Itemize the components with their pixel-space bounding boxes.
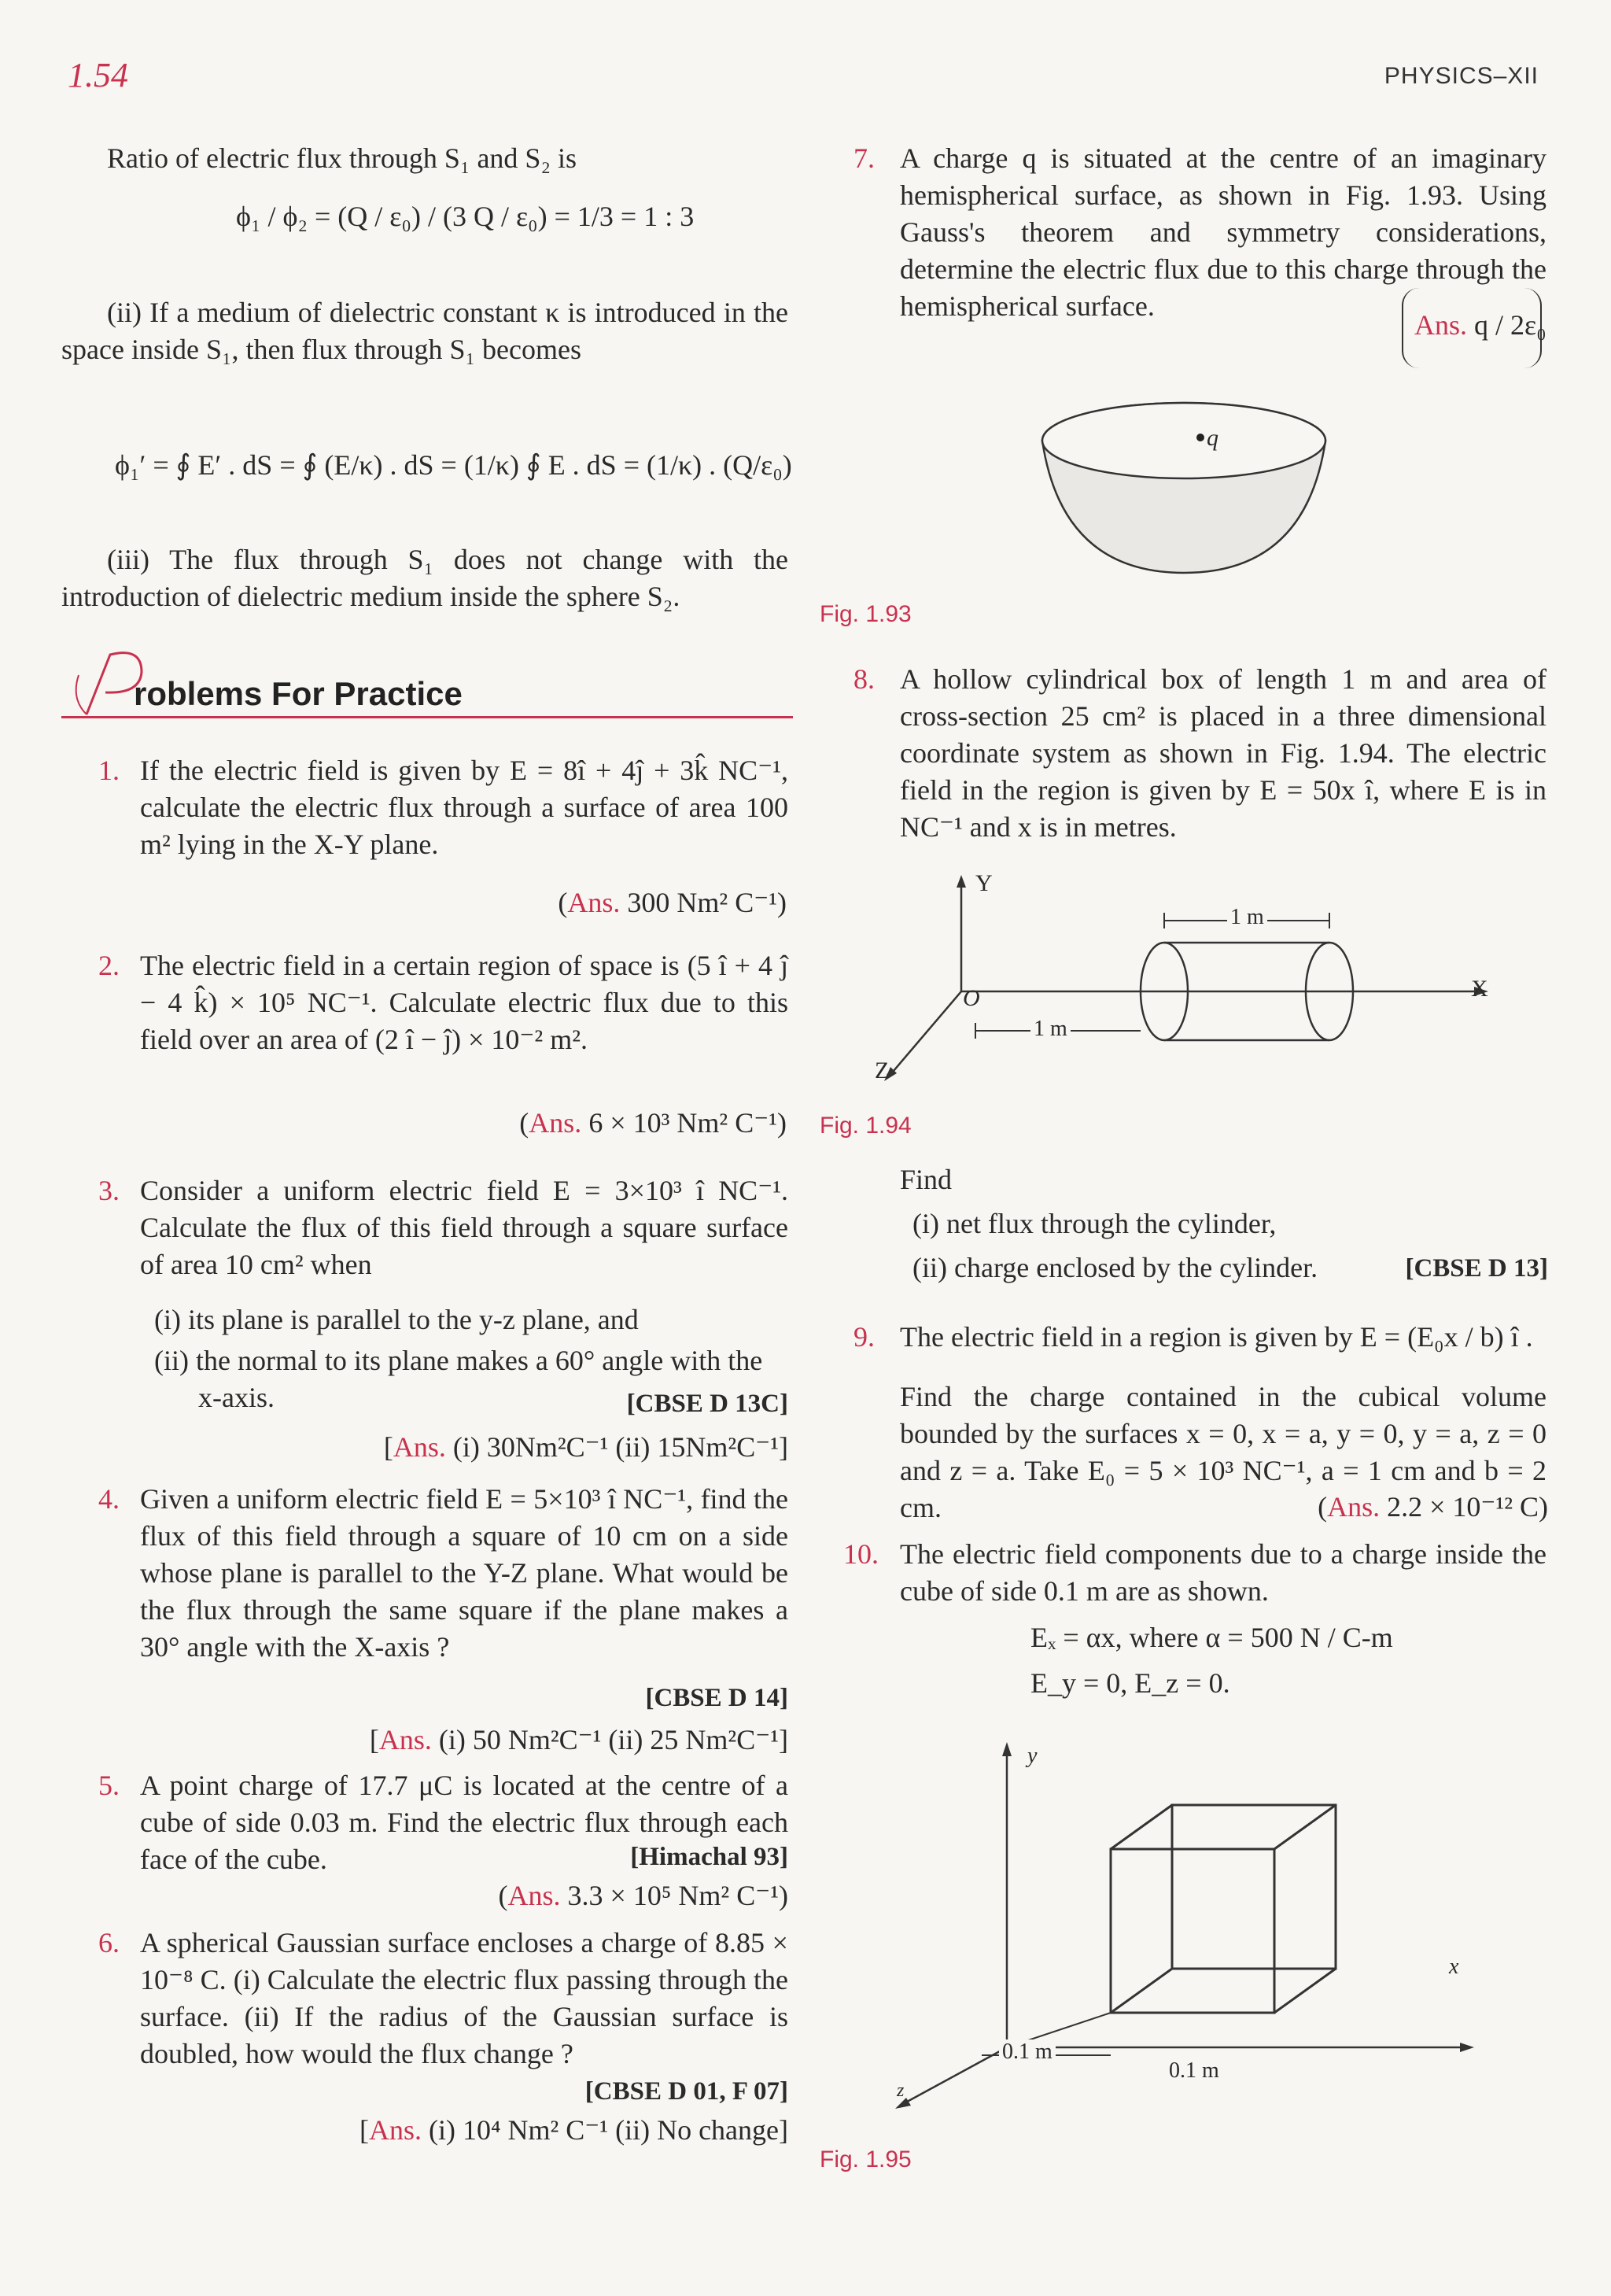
problem-1-answer: (Ans. 300 Nm² C⁻¹) <box>558 887 787 918</box>
flux-equation: ϕ₁′ = ∮ E′ . dS = ∮ (E/κ) . dS = (1/κ) ∮ E . dS = (1/κ) . (Q/ε₀) <box>115 449 792 481</box>
problem-5-number: 5. <box>98 1770 120 1801</box>
problem-10-number: 10. <box>843 1538 879 1570</box>
problem-9-answer: (Ans. 2.2 × 10⁻¹² C) <box>1318 1491 1548 1523</box>
cube-axis-z-label: z <box>897 2080 905 2101</box>
problem-9-number: 9. <box>853 1321 875 1353</box>
running-head: PHYSICS–XII <box>1384 63 1539 89</box>
figure-1-94-label: Fig. 1.94 <box>820 1113 912 1139</box>
section-rule <box>61 716 793 718</box>
charge-dot <box>1196 434 1204 441</box>
problem-1-number: 1. <box>98 755 120 786</box>
problem-4-text: Given a uniform electric field E = 5×10³ î NC⁻¹, find the flux of this field through a square of 10 cm on a side whose plane is parallel to the Y-Z plane. What would be the flux through the same square if the plane makes a 30° angle with the X-axis ? <box>140 1483 788 1663</box>
cyl-axis-y-label: Y <box>975 870 993 896</box>
problem-8-text: A hollow cylindrical box of length 1 m and area of cross-section 25 cm² is placed in a three dimensional coordinate system as shown in Fig. 1.94. The electric field in the region is given by E = 50x î, where E is in NC⁻¹ and x is in metres. <box>900 663 1546 843</box>
problem-2-answer: (Ans. 6 × 10³ Nm² C⁻¹) <box>519 1107 787 1139</box>
section-title: roblems For Practice <box>134 675 463 712</box>
cyl-length-label: 1 m <box>1227 905 1267 930</box>
part-ii-text: (ii) If a medium of dielectric constant κ is introduced in the space inside S₁, then flux through S₁ becomes <box>61 297 788 365</box>
figure-1-95-label: Fig. 1.95 <box>820 2147 912 2172</box>
problem-3-text: Consider a uniform electric field E = 3×10³ î NC⁻¹. Calculate the flux of this field through a square surface of area 10 cm² when <box>140 1175 788 1280</box>
problem-2-text: The electric field in a certain region of space is (5 î + 4 ĵ − 4 k̂) × 10⁵ NC⁻¹. Calculate electric flux due to this field over an area of (2 î − ĵ) × 10⁻² m². <box>140 950 788 1055</box>
problem-8-find: Find <box>900 1164 953 1195</box>
problem-7-number: 7. <box>853 142 875 174</box>
problem-7-answer-box: Ans. q / 2ε₀ <box>1402 288 1542 368</box>
problem-2-number: 2. <box>98 950 120 981</box>
problem-3-sub-i: (i) its plane is parallel to the y-z plane, and <box>154 1304 639 1335</box>
problem-6-text: A spherical Gaussian surface encloses a charge of 8.85 × 10⁻⁸ C. (i) Calculate the electric flux passing through the surface. (ii) If the radius of the Gaussian surface is doubled, how would the flux change ? <box>140 1927 788 2069</box>
problem-1-text: If the electric field is given by E = 8î + 4ĵ + 3k̂ NC⁻¹, calculate the electric flux through a surface of area 100 m² lying in the X-Y plane. <box>140 755 788 860</box>
cyl-axis-x-label: X <box>1471 976 1488 1002</box>
problem-5-reference: [Himachal 93] <box>630 1843 788 1871</box>
problem-3-answer: [Ans. (i) 30Nm²C⁻¹ (ii) 15Nm²C⁻¹] <box>383 1431 788 1463</box>
problem-3-sub-ii: (ii) the normal to its plane makes a 60° angle with the x-axis. <box>154 1345 763 1413</box>
problem-9-text-cont: Find the charge contained in the cubical volume bounded by the surfaces x = 0, x = a, y = 0, y = a, z = 0 and z = a. Take E₀ = 5 × 10³ NC⁻¹, a = 1 cm and b = 2 cm. <box>900 1381 1546 1523</box>
problem-4-reference: [CBSE D 14] <box>645 1684 788 1712</box>
problem-8-sub-ii: (ii) charge enclosed by the cylinder. <box>912 1252 1318 1283</box>
part-iii-text: (iii) The flux through S₁ does not change with the introduction of dielectric medium inside the sphere S₂. <box>61 544 788 612</box>
problem-5-answer: (Ans. 3.3 × 10⁵ Nm² C⁻¹) <box>498 1880 788 1911</box>
problem-10-eq-1: Eₓ = αx, where α = 500 N / C-m <box>1030 1622 1393 1653</box>
problem-8-reference: [CBSE D 13] <box>1405 1254 1548 1283</box>
cube-side-label-1: 0.1 m <box>999 2039 1056 2065</box>
page-number: 1.54 <box>68 56 128 94</box>
problem-4-number: 4. <box>98 1483 120 1515</box>
hemisphere-charge-label: q <box>1207 425 1218 451</box>
cube-axis-x-label: x <box>1449 1955 1459 1979</box>
problem-6-reference: [CBSE D 01, F 07] <box>584 2077 788 2106</box>
hemisphere-figure <box>1030 393 1337 582</box>
problem-9-text: The electric field in a region is given by E = (E₀x / b) î . <box>900 1321 1533 1353</box>
ratio-intro: Ratio of electric flux through S₁ and S₂ is <box>107 142 577 174</box>
problem-8-number: 8. <box>853 663 875 695</box>
problem-4-answer: [Ans. (i) 50 Nm²C⁻¹ (ii) 25 Nm²C⁻¹] <box>369 1724 788 1755</box>
problem-10-eq-2: E_y = 0, E_z = 0. <box>1030 1667 1230 1699</box>
cyl-offset-label: 1 m <box>1030 1017 1071 1042</box>
ratio-equation: ϕ₁ / ϕ₂ = (Q / ε₀) / (3 Q / ε₀) = 1/3 = 1 : 3 <box>236 201 695 232</box>
cube-axis-y-label: y <box>1027 1744 1038 1768</box>
cube-side-label-2: 0.1 m <box>1169 2058 1219 2083</box>
problem-7-text: A charge q is situated at the centre of an imaginary hemispherical surface, as shown in Fig. 1.93. Using Gauss's theorem and symmetry considerations, determine the electric flux due to this charge through the hemispherical surface. <box>900 142 1546 322</box>
problem-3-number: 3. <box>98 1175 120 1206</box>
problem-5-text: A point charge of 17.7 μC is located at the centre of a cube of side 0.03 m. Find the electric flux through each face of the cube. <box>140 1770 788 1875</box>
problem-3-reference: [CBSE D 13C] <box>626 1390 788 1418</box>
problem-8-sub-i: (i) net flux through the cylinder, <box>912 1208 1277 1239</box>
problem-6-answer: [Ans. (i) 10⁴ Nm² C⁻¹ (ii) No change] <box>359 2114 788 2146</box>
problem-10-text: The electric field components due to a charge inside the cube of side 0.1 m are as shown. <box>900 1538 1546 1607</box>
figure-1-93-label: Fig. 1.93 <box>820 601 912 627</box>
cyl-axis-z-label: Z <box>875 1058 890 1083</box>
problem-6-number: 6. <box>98 1927 120 1958</box>
cyl-origin-label: O <box>963 985 980 1011</box>
cylinder-figure <box>873 873 1495 1086</box>
